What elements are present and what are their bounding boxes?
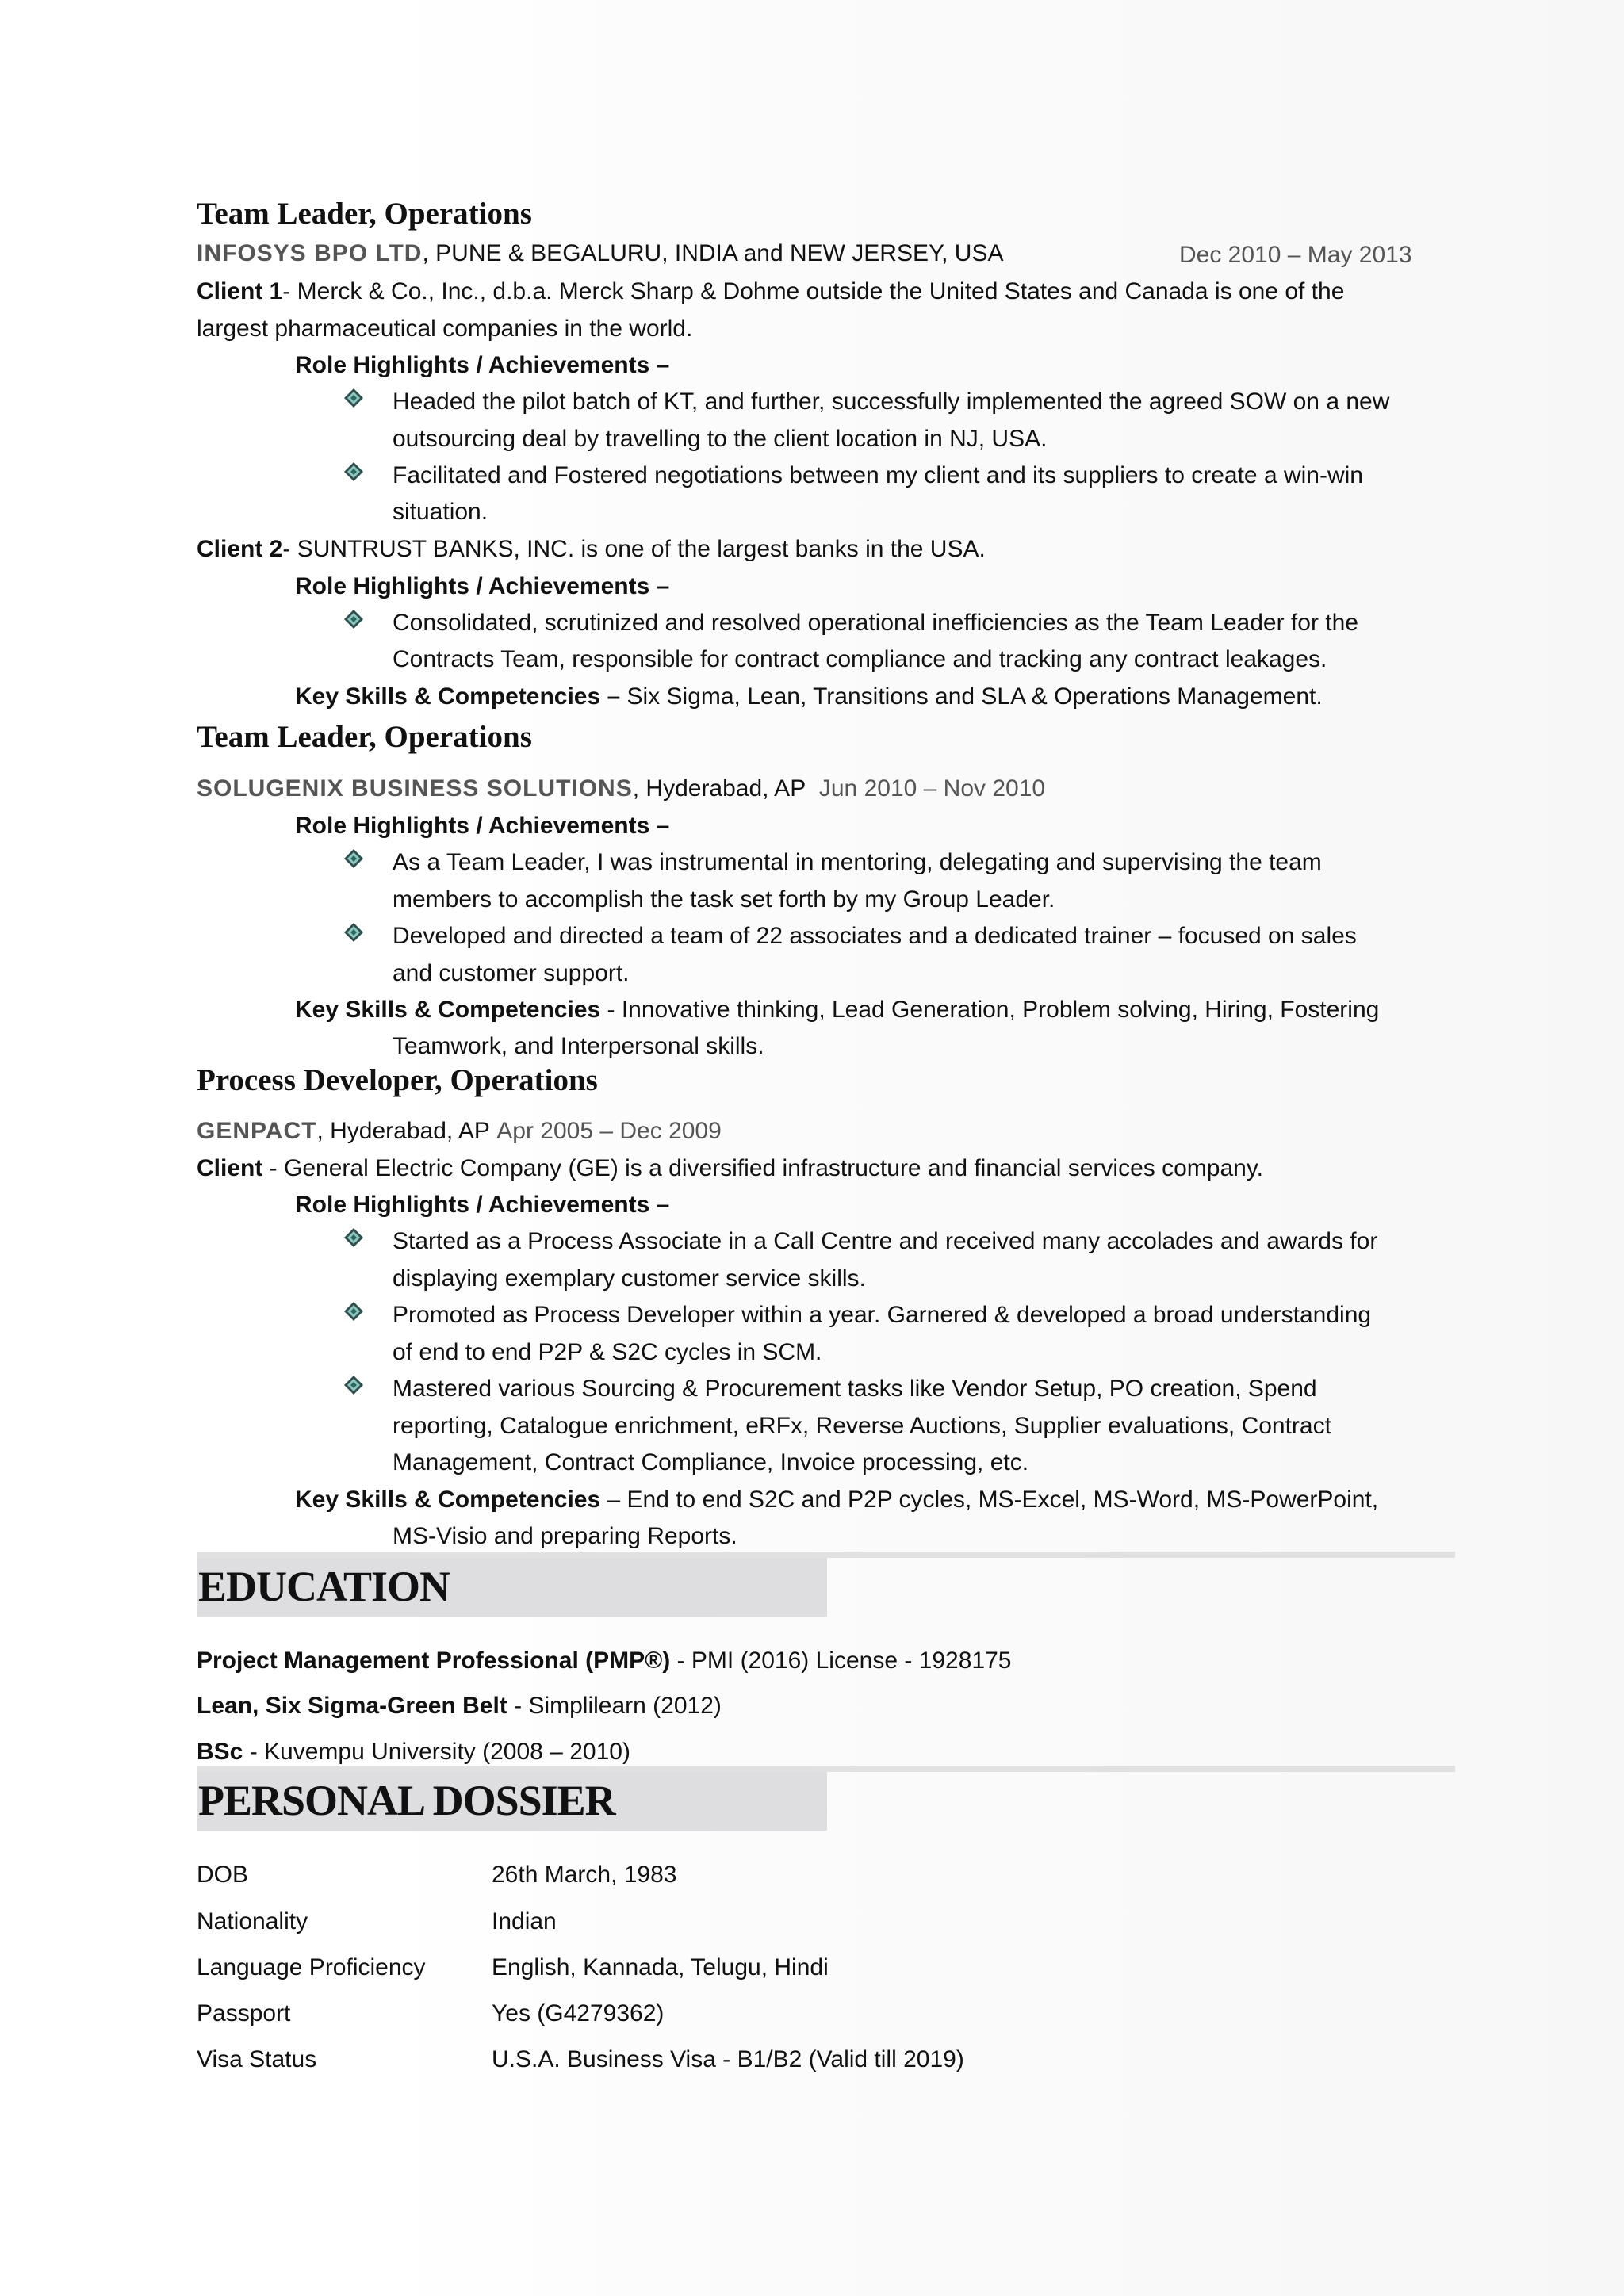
dossier-value: English, Kannada, Telugu, Hindi: [492, 1954, 829, 1980]
bullet-text-cont: Contracts Team, responsible for contract compliance and tracking any contract leakages.: [393, 646, 1327, 672]
company-location: , Hyderabad, AP: [316, 1118, 490, 1144]
education-details: - PMI (2016) License - 1928175: [670, 1647, 1012, 1674]
bullet-text: Started as a Process Associate in a Call Centre and received many accolades and awards for: [393, 1228, 1378, 1254]
client-description: - Merck & Co., Inc., d.b.a. Merck Sharp & Dohme outside the United States and Canada is one of the: [282, 278, 1345, 304]
bullet-text-cont: reporting, Catalogue enrichment, eRFx, Reverse Auctions, Supplier evaluations, Contract: [393, 1413, 1331, 1439]
client-line: [197, 276, 1344, 308]
key-skills-line: [295, 1484, 1378, 1516]
key-skills-text-cont: Teamwork, and Interpersonal skills.: [393, 1033, 764, 1059]
client-description-cont: largest pharmaceutical companies in the world.: [197, 316, 693, 342]
bullet-text-cont: and customer support.: [393, 960, 630, 986]
key-skills-label: Key Skills & Competencies: [295, 997, 601, 1023]
job-dates: Dec 2010 – May 2013: [1179, 242, 1412, 268]
client-description: - General Electric Company (GE) is a diversified infrastructure and financial services company.: [262, 1155, 1263, 1181]
role-highlights-label: Role Highlights / Achievements –: [295, 1192, 670, 1218]
education-item: [197, 1690, 722, 1722]
job-title: Process Developer, Operations: [197, 1063, 598, 1097]
diamond-bullet-icon: [343, 461, 364, 482]
dossier-value: U.S.A. Business Visa - B1/B2 (Valid till 2019): [492, 2046, 964, 2072]
company-name: GENPACT: [197, 1118, 317, 1144]
client-label: Client 1: [197, 278, 283, 304]
diamond-bullet-icon: [343, 1301, 364, 1322]
education-details: - Simplilearn (2012): [507, 1693, 722, 1719]
dossier-label: Passport: [197, 2000, 291, 2026]
bullet-text: Promoted as Process Developer within a year. Garnered & developed a broad understanding: [393, 1302, 1372, 1328]
education-heading: EDUCATION: [198, 1563, 450, 1610]
role-highlights-label: Role Highlights / Achievements –: [295, 573, 670, 599]
key-skills-label: Key Skills & Competencies: [295, 1487, 601, 1513]
education-qualification: BSc: [197, 1739, 243, 1765]
key-skills-line: [295, 994, 1379, 1026]
dossier-value: Indian: [492, 1908, 557, 1934]
dossier-value: Yes (G4279362): [492, 2000, 665, 2026]
key-skills-label: Key Skills & Competencies –: [295, 683, 621, 710]
client-description: - SUNTRUST BANKS, INC. is one of the largest banks in the USA.: [282, 536, 986, 562]
job-company-line: [197, 773, 1045, 805]
job-company-line: [197, 1115, 722, 1147]
education-item: [197, 1736, 630, 1768]
key-skills-line: [295, 681, 1323, 713]
client-label: Client: [197, 1155, 263, 1181]
diamond-bullet-icon: [343, 922, 364, 943]
dossier-label: Language Proficiency: [197, 1954, 426, 1980]
dossier-label: Visa Status: [197, 2046, 317, 2072]
job-title: Team Leader, Operations: [197, 720, 532, 754]
bullet-text-cont: of end to end P2P & S2C cycles in SCM.: [393, 1339, 822, 1365]
bullet-text-cont: situation.: [393, 499, 488, 525]
client-line: [197, 534, 986, 565]
client-label: Client 2: [197, 536, 283, 562]
job-title: Team Leader, Operations: [197, 197, 532, 231]
key-skills-text-cont: MS-Visio and preparing Reports.: [393, 1523, 737, 1549]
education-qualification: Project Management Professional (PMP®): [197, 1647, 671, 1674]
role-highlights-label: Role Highlights / Achievements –: [295, 352, 670, 378]
job-company-line: [197, 238, 1003, 270]
diamond-bullet-icon: [343, 848, 364, 869]
company-location: , Hyderabad, AP: [632, 775, 806, 802]
key-skills-text: – End to end S2C and P2P cycles, MS-Excel, MS-Word, MS-PowerPoint,: [600, 1487, 1379, 1513]
key-skills-text: Six Sigma, Lean, Transitions and SLA & Operations Management.: [620, 683, 1323, 710]
bullet-text: Developed and directed a team of 22 associates and a dedicated trainer – focused on sales: [393, 923, 1357, 949]
bullet-text-cont: outsourcing deal by travelling to the client location in NJ, USA.: [393, 426, 1048, 452]
client-line: [197, 1153, 1263, 1184]
job-dates: Jun 2010 – Nov 2010: [818, 775, 1046, 802]
diamond-bullet-icon: [343, 1375, 364, 1395]
dossier-value: 26th March, 1983: [492, 1862, 677, 1888]
diamond-bullet-icon: [343, 1227, 364, 1248]
bullet-text: Headed the pilot batch of KT, and further, successfully implemented the agreed SOW on a new: [393, 388, 1390, 415]
education-qualification: Lean, Six Sigma-Green Belt: [197, 1693, 508, 1719]
bullet-text-cont: members to accomplish the task set forth by my Group Leader.: [393, 886, 1055, 913]
education-item: [197, 1645, 1011, 1677]
company-name: SOLUGENIX BUSINESS SOLUTIONS: [197, 775, 633, 802]
bullet-text-cont: displaying exemplary customer service skills.: [393, 1265, 866, 1292]
personal-dossier-heading: PERSONAL DOSSIER: [198, 1777, 615, 1824]
bullet-text: As a Team Leader, I was instrumental in mentoring, delegating and supervising the team: [393, 849, 1322, 875]
key-skills-text: - Innovative thinking, Lead Generation, Problem solving, Hiring, Fostering: [600, 997, 1380, 1023]
job-dates: Apr 2005 – Dec 2009: [496, 1118, 722, 1144]
company-name: INFOSYS BPO LTD: [197, 240, 423, 266]
bullet-text: Facilitated and Fostered negotiations between my client and its suppliers to create a win-win: [393, 462, 1363, 488]
dossier-label: Nationality: [197, 1908, 308, 1934]
diamond-bullet-icon: [343, 609, 364, 629]
education-details: - Kuvempu University (2008 – 2010): [243, 1739, 630, 1765]
dossier-label: DOB: [197, 1862, 249, 1888]
bullet-text: Mastered various Sourcing & Procurement tasks like Vendor Setup, PO creation, Spend: [393, 1376, 1317, 1402]
diamond-bullet-icon: [343, 388, 364, 408]
bullet-text-cont: Management, Contract Compliance, Invoice processing, etc.: [393, 1449, 1029, 1475]
role-highlights-label: Role Highlights / Achievements –: [295, 813, 670, 839]
company-location: , PUNE & BEGALURU, INDIA and NEW JERSEY, USA: [422, 240, 1004, 266]
bullet-text: Consolidated, scrutinized and resolved operational inefficiencies as the Team Leader for the: [393, 610, 1358, 636]
